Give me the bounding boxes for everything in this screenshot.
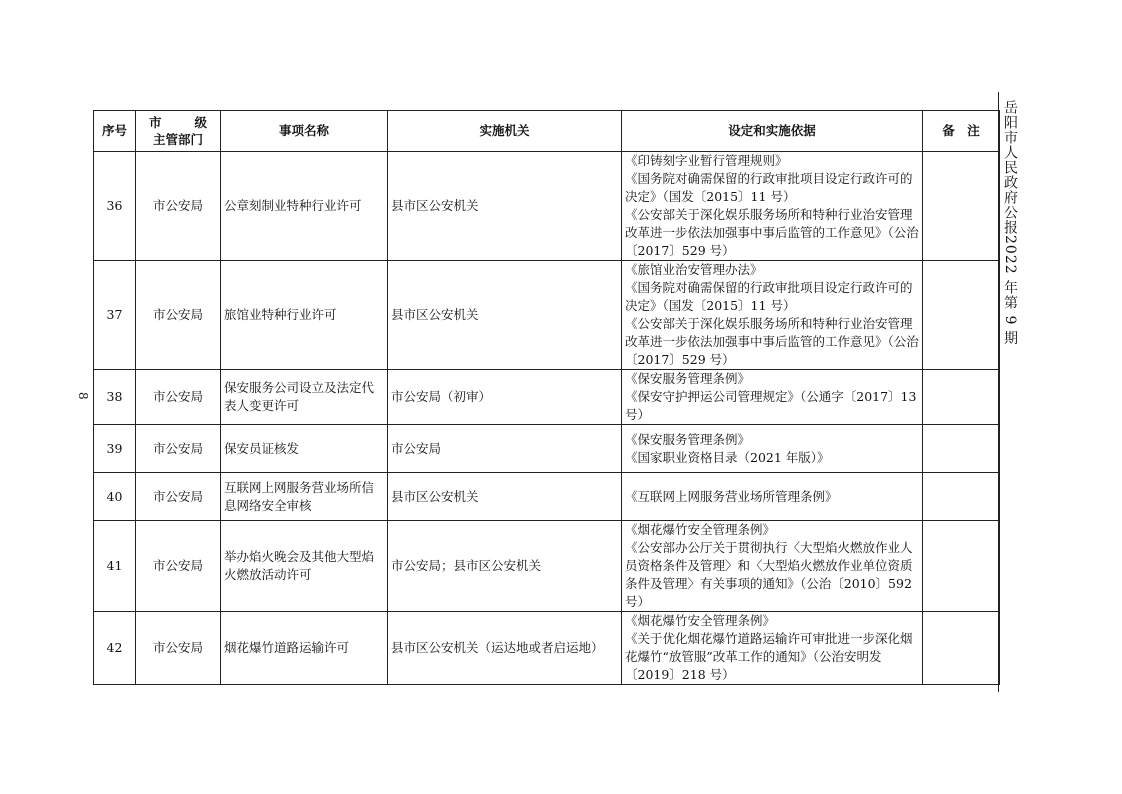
basis-line: 《关于优化烟花爆竹道路运输许可审批进一步深化烟花爆竹“放管服”改革工作的通知》（公治安明发〔2019〕218 号）	[625, 631, 913, 682]
cell-basis	[622, 612, 923, 685]
cell-agency: 县市区公安机关	[388, 261, 622, 370]
cell-basis	[622, 473, 923, 521]
cell-seq: 41	[94, 521, 136, 612]
cell-agency: 市公安局（初审）	[388, 370, 622, 425]
page-number: 8	[76, 392, 90, 400]
journal-issue: 2022 年第 9 期	[1002, 235, 1018, 346]
basis-line: 《国务院对确需保留的行政审批项目设定行政许可的决定》（国发〔2015〕11 号）	[625, 171, 913, 204]
journal-name: 岳阳市人民政府公报	[1002, 100, 1018, 235]
basis-line: 《旅馆业治安管理办法》	[625, 262, 763, 277]
header-note: 备 注	[923, 111, 1000, 152]
table-row	[94, 612, 1000, 685]
table-row	[94, 425, 1000, 473]
cell-basis	[622, 261, 923, 370]
cell-seq: 36	[94, 152, 136, 261]
cell-agency: 县市区公安机关	[388, 152, 622, 261]
cell-basis	[622, 370, 923, 425]
cell-item: 公章刻制业特种行业许可	[221, 152, 388, 261]
cell-item: 烟花爆竹道路运输许可	[221, 612, 388, 685]
table-body	[94, 152, 1000, 685]
cell-note	[923, 521, 1000, 612]
table-header-row	[94, 111, 1000, 152]
cell-agency: 市公安局；县市区公安机关	[388, 521, 622, 612]
cell-dept: 市公安局	[136, 152, 221, 261]
cell-dept: 市公安局	[136, 261, 221, 370]
basis-line: 《印铸刻字业暂行管理规则》	[625, 153, 788, 168]
cell-seq: 38	[94, 370, 136, 425]
basis-line: 《国家职业资格目录（2021 年版）》	[625, 449, 830, 465]
header-dept-a: 市	[149, 115, 162, 130]
cell-item: 互联网上网服务营业场所信息网络安全审核	[221, 473, 388, 521]
cell-seq: 37	[94, 261, 136, 370]
cell-dept: 市公安局	[136, 425, 221, 473]
basis-line: 《保安服务管理条例》	[625, 371, 751, 386]
cell-dept: 市公安局	[136, 473, 221, 521]
side-rule	[998, 92, 999, 692]
cell-note	[923, 152, 1000, 261]
cell-basis	[622, 521, 923, 612]
table-row	[94, 261, 1000, 370]
header-dept-line2: 主管部门	[152, 132, 203, 147]
table-row	[94, 521, 1000, 612]
header-seq: 序号	[94, 111, 136, 152]
basis-line: 《保安守护押运公司管理规定》（公通字〔2017〕13 号）	[625, 389, 917, 422]
basis-line: 《公安部关于深化娱乐服务场所和特种行业治安管理改革进一步依法加强事中事后监管的工作意见》（公治〔2017〕529 号）	[625, 316, 919, 367]
cell-item: 举办焰火晚会及其他大型焰火燃放活动许可	[221, 521, 388, 612]
header-dept	[136, 111, 221, 152]
header-basis: 设定和实施依据	[622, 111, 923, 152]
cell-basis	[622, 152, 923, 261]
cell-item: 保安服务公司设立及法定代表人变更许可	[221, 370, 388, 425]
cell-dept: 市公安局	[136, 370, 221, 425]
header-agency: 实施机关	[388, 111, 622, 152]
cell-dept: 市公安局	[136, 612, 221, 685]
journal-header	[1000, 100, 1020, 346]
basis-line: 《国务院对确需保留的行政审批项目设定行政许可的决定》（国发〔2015〕11 号）	[625, 280, 913, 313]
table-row	[94, 370, 1000, 425]
header-item: 事项名称	[221, 111, 388, 152]
cell-dept: 市公安局	[136, 521, 221, 612]
cell-note	[923, 370, 1000, 425]
cell-basis	[622, 425, 923, 473]
basis-line: 《公安部办公厅关于贯彻执行〈大型焰火燃放作业人员资格条件及管理〉和〈大型焰火燃放作业单位资质条件及管理〉有关事项的通知》（公治〔2010〕592 号）	[625, 540, 913, 609]
cell-agency: 县市区公安机关	[388, 473, 622, 521]
cell-item: 保安员证核发	[221, 425, 388, 473]
cell-note	[923, 473, 1000, 521]
items-table	[93, 110, 1000, 685]
basis-line: 《烟花爆竹安全管理条例》	[625, 613, 776, 628]
cell-note	[923, 425, 1000, 473]
basis-line: 《公安部关于深化娱乐服务场所和特种行业治安管理改革进一步依法加强事中事后监管的工作意见》（公治〔2017〕529 号）	[625, 207, 919, 258]
basis-line: 《互联网上网服务营业场所管理条例》	[625, 488, 838, 504]
cell-note	[923, 612, 1000, 685]
cell-agency: 县市区公安机关（运达地或者启运地）	[388, 612, 622, 685]
cell-seq: 40	[94, 473, 136, 521]
cell-note	[923, 261, 1000, 370]
table-row	[94, 473, 1000, 521]
basis-line: 《保安服务管理条例》	[625, 431, 751, 447]
basis-line: 《烟花爆竹安全管理条例》	[625, 522, 776, 537]
table-row	[94, 152, 1000, 261]
cell-seq: 42	[94, 612, 136, 685]
cell-item: 旅馆业特种行业许可	[221, 261, 388, 370]
cell-agency: 市公安局	[388, 425, 622, 473]
cell-seq: 39	[94, 425, 136, 473]
header-dept-b: 级	[194, 115, 207, 130]
